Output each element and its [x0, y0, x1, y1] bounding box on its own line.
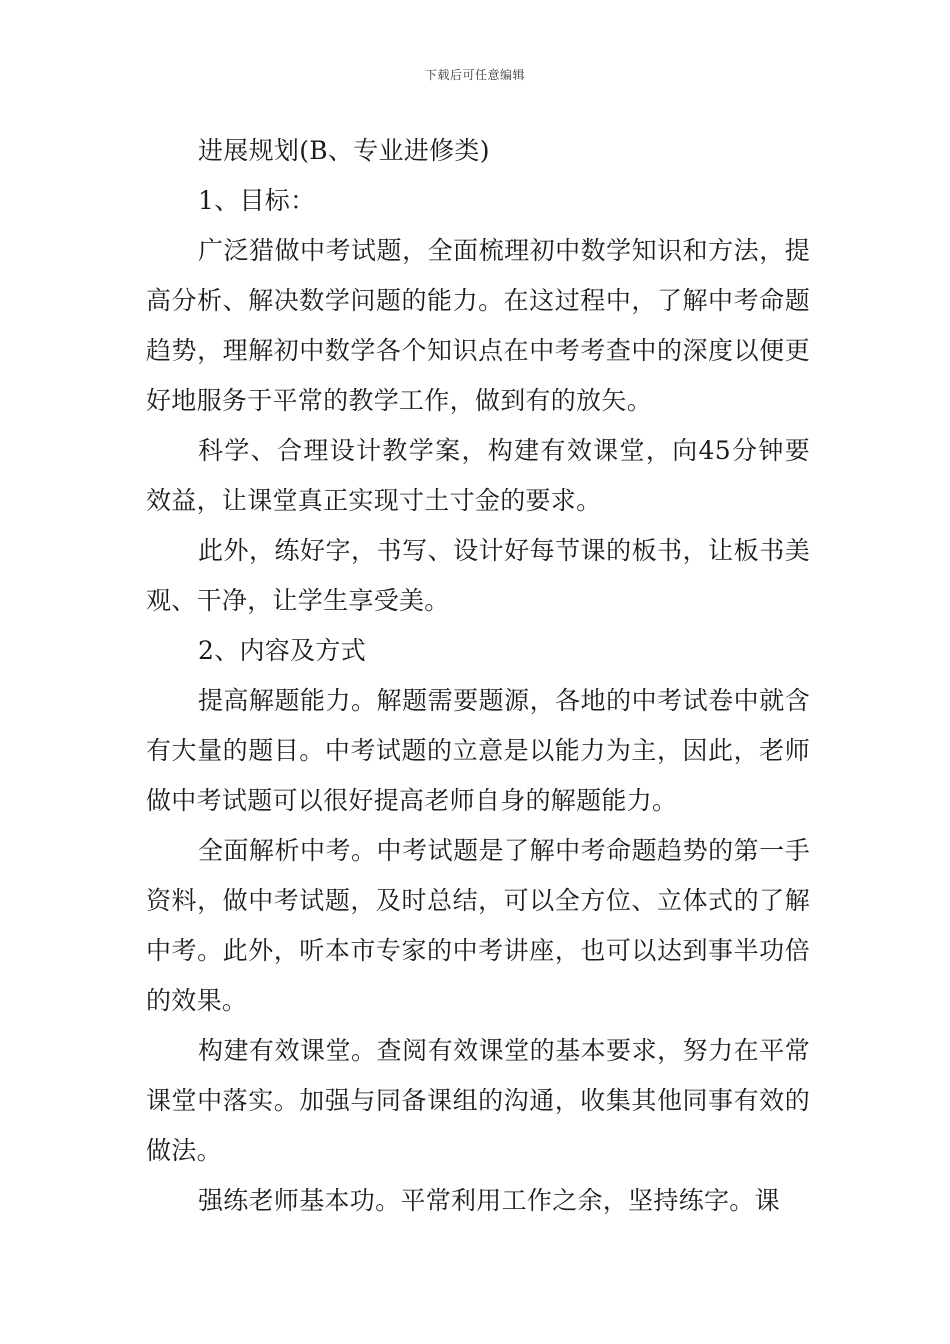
paragraph: 科学、合理设计教学案，构建有效课堂，向45分钟要效益，让课堂真正实现寸土寸金的要求。 — [146, 436, 810, 515]
content-heading: 2、内容及方式 — [198, 636, 367, 665]
paragraph: 构建有效课堂。查阅有效课堂的基本要求，努力在平常课堂中落实。加强与同备课组的沟通，收集其他同事有效的做法。 — [146, 1036, 810, 1165]
header-note: 下载后可任意编辑 — [424, 68, 525, 82]
paragraph: 强练老师基本功。平常利用工作之余，坚持练字。课 — [198, 1186, 780, 1215]
paragraph: 广泛猎做中考试题，全面梳理初中数学知识和方法，提高分析、解决数学问题的能力。在这过程中，了解中考命题趋势，理解初中数学各个知识点在中考考查中的深度以便更好地服务于平常的教学工作，做到有的放矢。 — [146, 236, 810, 415]
goal-heading: 1、目标： — [198, 186, 316, 215]
paragraph: 此外，练好字，书写、设计好每节课的板书，让板书美观、干净，让学生享受美。 — [146, 536, 810, 615]
paragraph: 全面解析中考。中考试题是了解中考命题趋势的第一手资料，做中考试题，及时总结，可以全方位、立体式的了解中考。此外，听本市专家的中考讲座，也可以达到事半功倍的效果。 — [146, 836, 810, 1015]
paragraph: 提高解题能力。解题需要题源，各地的中考试卷中就含有大量的题目。中考试题的立意是以能力为主，因此，老师做中考试题可以很好提高老师自身的解题能力。 — [146, 686, 810, 815]
section-title: 进展规划(B、专业进修类) — [198, 136, 490, 165]
document-body — [146, 126, 810, 1226]
